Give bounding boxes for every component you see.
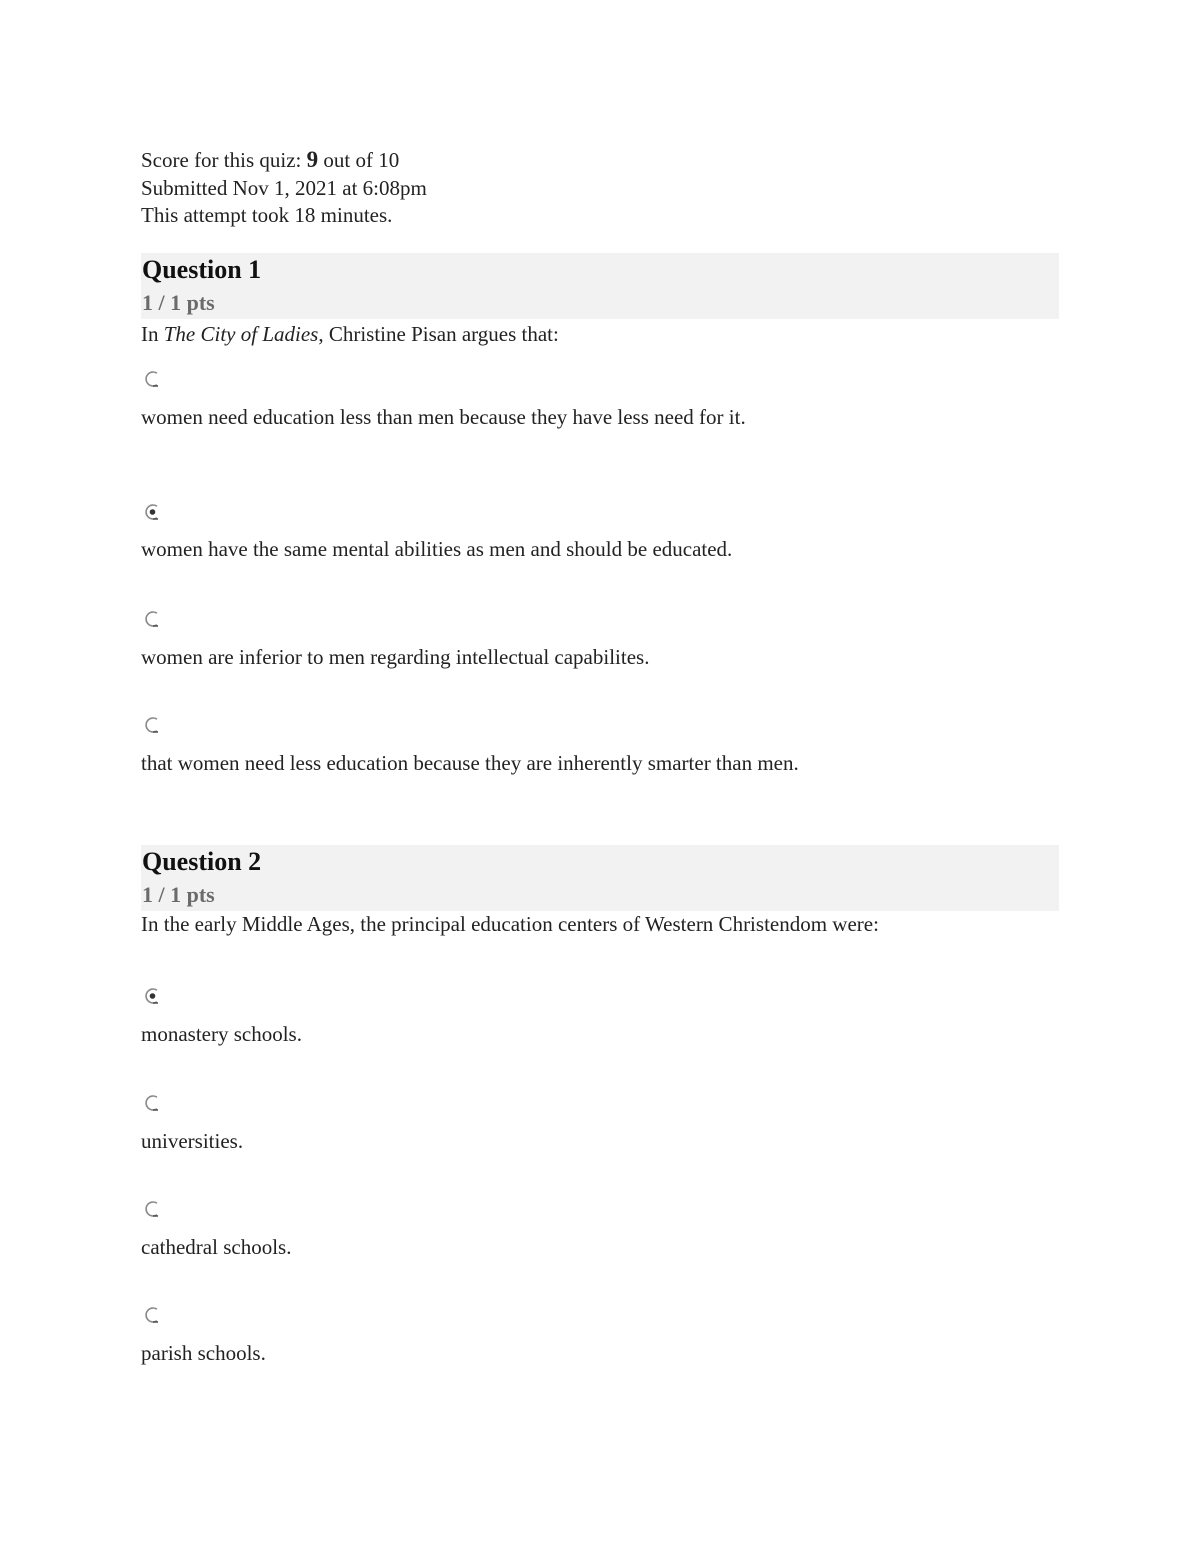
answer-radio-selected-icon[interactable] bbox=[144, 987, 162, 1005]
answer-option[interactable]: women have the same mental abilities as men and should be educated. bbox=[141, 537, 733, 561]
answer-radio-icon[interactable] bbox=[144, 1094, 162, 1112]
score-value: 9 bbox=[306, 147, 319, 172]
submitted-timestamp: Submitted Nov 1, 2021 at 6:08pm bbox=[141, 175, 427, 200]
question-points: 1 / 1 pts bbox=[142, 882, 215, 907]
attempt-duration: This attempt took 18 minutes. bbox=[141, 203, 393, 227]
answer-option[interactable]: that women need less education because they are inherently smarter than men. bbox=[141, 751, 799, 775]
answer-radio-icon[interactable] bbox=[144, 1306, 162, 1324]
answer-option[interactable]: universities. bbox=[141, 1129, 244, 1153]
book-title: The City of Ladies bbox=[163, 322, 319, 346]
answer-option[interactable]: women need education less than men because they have less need for it. bbox=[141, 405, 746, 429]
answer-option[interactable]: parish schools. bbox=[141, 1341, 266, 1365]
quiz-summary bbox=[141, 146, 427, 230]
answer-radio-icon[interactable] bbox=[144, 1200, 162, 1218]
answer-radio-icon[interactable] bbox=[144, 610, 162, 628]
answer-radio-icon[interactable] bbox=[144, 370, 162, 388]
answer-option[interactable]: monastery schools. bbox=[141, 1022, 302, 1046]
answer-option[interactable]: cathedral schools. bbox=[141, 1235, 292, 1259]
score-line: Score for this quiz: 9 out of 10 bbox=[141, 147, 400, 172]
question-1-header bbox=[141, 253, 1059, 319]
question-title: Question 1 bbox=[142, 255, 262, 284]
question-2-header bbox=[141, 845, 1059, 911]
question-points: 1 / 1 pts bbox=[142, 290, 215, 315]
question-title: Question 2 bbox=[142, 847, 262, 876]
question-1-text: In The City of Ladies, Christine Pisan argues that: bbox=[141, 322, 559, 346]
answer-radio-selected-icon[interactable] bbox=[144, 503, 162, 521]
question-2-text: In the early Middle Ages, the principal education centers of Western Christendom were: bbox=[141, 912, 879, 936]
answer-radio-icon[interactable] bbox=[144, 716, 162, 734]
answer-option[interactable]: women are inferior to men regarding intellectual capabilites. bbox=[141, 645, 650, 669]
